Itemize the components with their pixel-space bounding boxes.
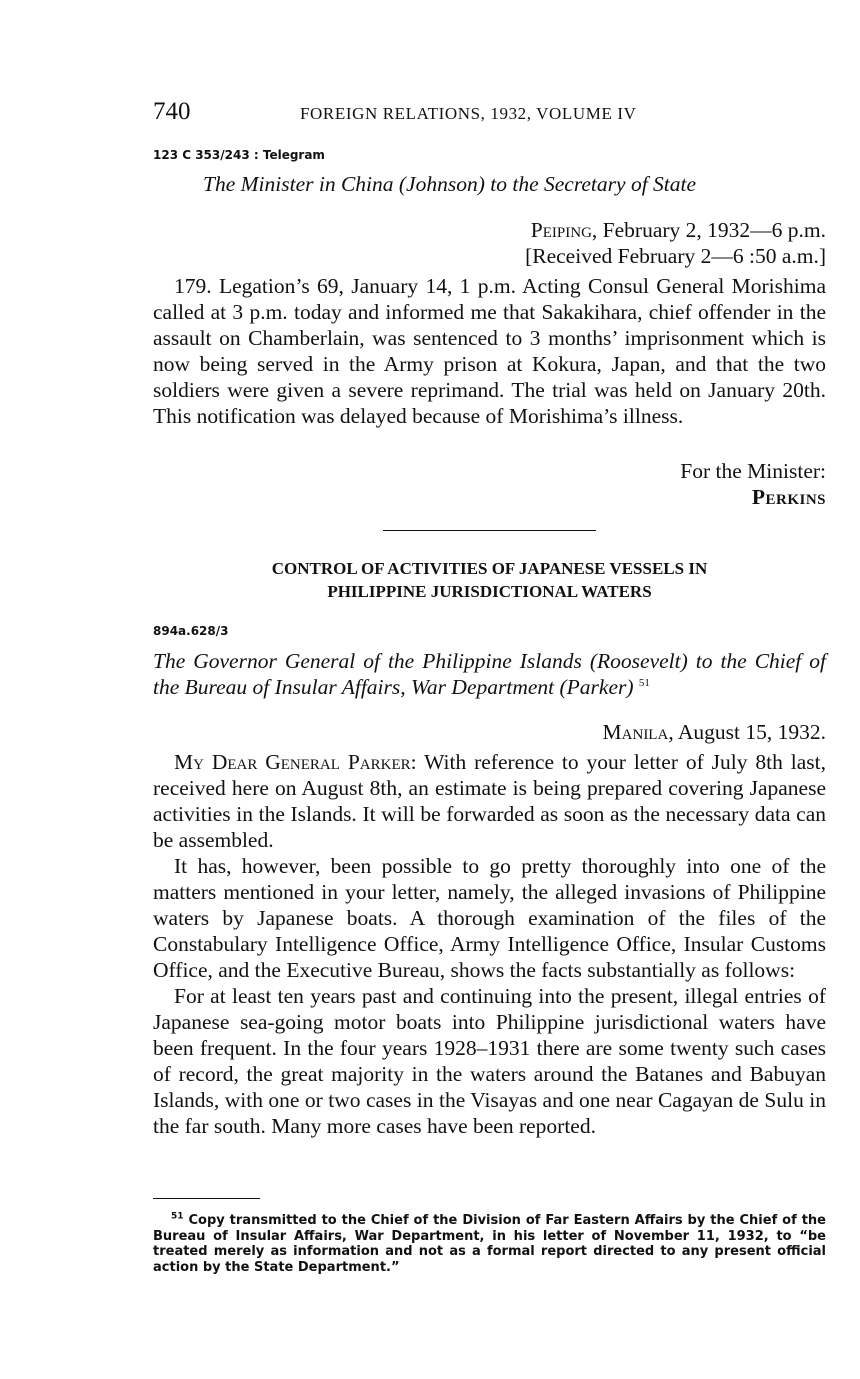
dateline [531, 218, 826, 243]
section-heading [153, 557, 826, 603]
body-paragraph: 179. Legation’s 69, January 14, 1 p.m. Acting Consul General Morishima called at 3 p.m. today and informed me that Sakakihara, chief offender in the assault on Chamberlain, was sentenced to 3 months’ imprisonment which is now being served in the Army prison at Kokura, Japan, and that the two soldiers were given a severe reprimand. The trial was held on January 20th. This notification was delayed because of Morishima’s illness. [153, 274, 826, 428]
footnote-divider [153, 1198, 260, 1199]
dateline-date: , August 15, 1932. [668, 720, 826, 744]
body-paragraph: For at least ten years past and continuing into the present, illegal entries of Japanese sea-going motor boats into Philippine jurisdictional waters have been frequent. In the four years 1928–1931 there are some twenty such cases of record, the great majority in the waters around the Batanes and Babuyan Islands, with one or two cases in the Visayas and one near Cagayan de Sulu in the far south. Many more cases have been reported. [153, 984, 826, 1138]
document-title-text: The Governor General of the Philippine Islands (Roosevelt) to the Chief of the Bureau of Insular Affairs, War Department (Parker) [153, 649, 826, 699]
telegram-body [153, 273, 826, 429]
signoff-line: For the Minister: [680, 459, 826, 483]
signer-name: Perkins [751, 485, 826, 509]
paragraph-text: : With reference to your letter of July 8th last, received here on August 8th, an estimate is being prepared covering Japanese activities in the Islands. It will be forwarded as soon as the necessary data can be assembled. [153, 750, 826, 852]
footnote [153, 1213, 826, 1275]
letter-body [153, 749, 826, 1139]
section-heading-line: PHILIPPINE JURISDICTIONAL WATERS [327, 582, 652, 601]
signature-block [680, 458, 826, 510]
dateline-place: Peiping [530, 218, 592, 242]
dateline-place: Manila [602, 720, 669, 744]
running-title: FOREIGN RELATIONS, 1932, VOLUME IV [300, 104, 637, 123]
page-number: 740 [153, 98, 191, 125]
received-line: [Received February 2—6 :50 a.m.] [525, 244, 826, 268]
footnote-ref: 51 [638, 676, 650, 689]
file-number: 123 C 353/243 : Telegram [153, 148, 325, 162]
section-heading-line: CONTROL OF ACTIVITIES OF JAPANESE VESSELS IN [271, 559, 708, 578]
footnote-marker: 51 [171, 1211, 184, 1222]
body-paragraph: It has, however, been possible to go pretty thoroughly into one of the matters mentioned in your letter, namely, the alleged invasions of Philippine waters by Japanese boats. A thorough examination of the files of the Constabulary Intelligence Office, Army Intelligence Office, Insular Customs Office, and the Executive Bureau, shows the facts substantially as follows: [153, 854, 826, 982]
running-head [153, 98, 826, 128]
dateline [603, 720, 826, 745]
file-number: 894a.628/3 [153, 624, 229, 638]
document-title: The Minister in China (Johnson) to the Secretary of State [203, 172, 697, 196]
document-title [153, 648, 826, 700]
footnote-text: Copy transmitted to the Chief of the Division of Far Eastern Affairs by the Chief of the Bureau of Insular Affairs, War Department, in his letter of November 11, 1932, to “be treated merely as information and not as a formal report directed to any present official action by the State Department.” [153, 1213, 826, 1275]
salutation: My Dear General Parker [174, 750, 411, 774]
dateline-date: , February 2, 1932—6 p.m. [591, 218, 826, 242]
body-paragraph [153, 749, 826, 853]
section-divider [383, 530, 596, 531]
